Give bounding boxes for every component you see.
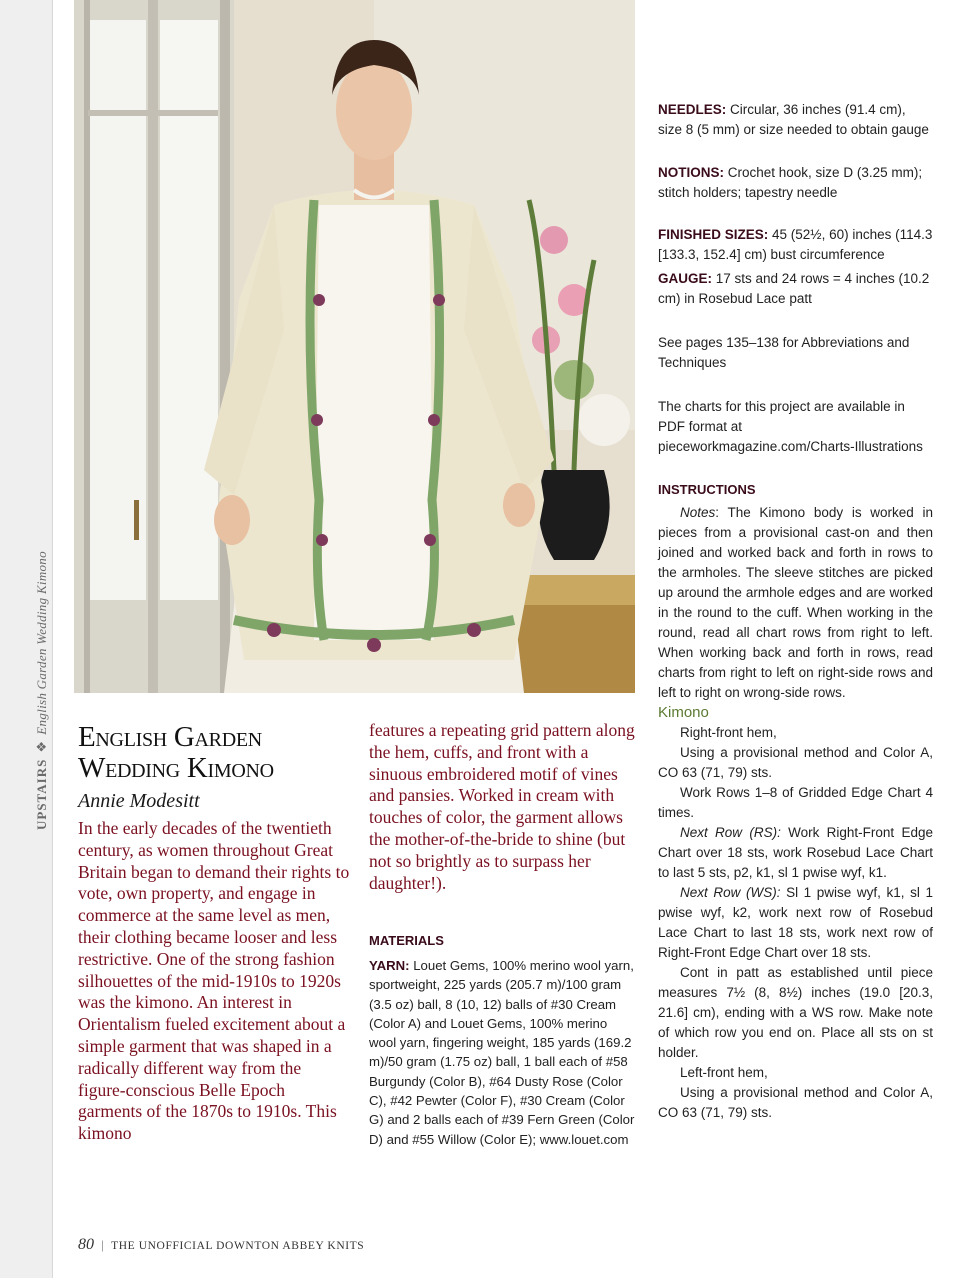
needles-label: NEEDLES:: [658, 102, 727, 117]
instr-p4-text: Work Right-Front Edge Chart over 18 sts, work Rosebud Lace Chart to last 5 sts, p2, k1, sl 1 pwise wyf, k1.: [658, 825, 933, 880]
instr-p4: [658, 823, 933, 883]
publication-name: THE UNOFFICIAL DOWNTON ABBEY KNITS: [111, 1240, 365, 1252]
intro-text-col1: In the early decades of the twentieth century, as women throughout Great Britain began to demand their rights to vote, own property, and engage in commerce at the same level as men, their clothing became looser and less restrictive. One of the strong fashion silhouettes of the mid-1910s to 1920s was the kimono. An interest in Orientalism fueled excitement about a simple garment that was shaped in a radically different way from the figure-conscious Belle Epoch garments of the 1870s to 1910s. This kimono: [78, 818, 350, 1144]
finished-sizes-label: FINISHED SIZES:: [658, 227, 769, 242]
ornament-icon: ❖: [34, 740, 49, 753]
gauge-spec: [658, 269, 933, 309]
instr-p3: Work Rows 1–8 of Gridded Edge Chart 4 times.: [658, 785, 933, 820]
footer-separator: |: [101, 1237, 104, 1252]
intro-text-col2: features a repeating grid pattern along the hem, cuffs, and front with a sinuous embroidered motif of vines and pansies. Worked in cream with touches of color, the garment allows the mother-of-the-bride to shine (but not so brightly as to surpass her daughter!).: [369, 720, 635, 893]
materials-yarn: [369, 956, 637, 1149]
running-head: [34, 551, 50, 830]
page-footer: [78, 1236, 364, 1254]
gauge-text: 17 sts and 24 rows = 4 inches (10.2 cm) in Rosebud Lace patt: [658, 271, 930, 306]
instr-p5: [658, 883, 933, 963]
author-name: Annie Modesitt: [78, 790, 200, 812]
instr-p7: Left-front hem,: [680, 1065, 768, 1080]
notes-text: : The Kimono body is worked in pieces from a provisional cast-on and then joined and worked back and forth in rows to the armholes. The sleeve stitches are picked up around the armhole edges and are worked in the round to the cuff. When working in the round, read all chart rows from right to left. When working back and forth in rows, read charts from right to left on right-side rows and left to right on wrong-side rows.: [658, 505, 933, 700]
title-line-1: English Garden: [78, 721, 262, 753]
yarn-label: YARN:: [369, 958, 410, 973]
instructions-heading: INSTRUCTIONS: [658, 482, 756, 497]
finished-sizes-text: 45 (52½, 60) inches (114.3 [133.3, 152.4] cm) bust circumference: [658, 227, 933, 262]
notes-label: Notes: [680, 505, 716, 520]
notions-spec: [658, 163, 933, 203]
finished-sizes-spec: [658, 225, 933, 265]
notions-label: NOTIONS:: [658, 165, 724, 180]
needles-spec: [658, 100, 933, 140]
photo-illustration: [74, 0, 635, 693]
instr-p4-label: Next Row (RS):: [680, 825, 781, 840]
section-name: UPSTAIRS: [34, 758, 49, 830]
title-line-2: Wedding Kimono: [78, 752, 274, 784]
notions-text: Crochet hook, size D (3.25 mm); stitch holders; tapestry needle: [658, 165, 923, 200]
article-title: [78, 722, 358, 784]
instr-p5-text: Sl 1 pwise wyf, k1, sl 1 pwise wyf, k2, work next row of Rosebud Lace Chart to last 18 sts, work next row of Right-Front Edge Chart over 18 sts.: [658, 885, 933, 960]
running-head-title: English Garden Wedding Kimono: [34, 551, 49, 735]
needles-text: Circular, 36 inches (91.4 cm), size 8 (5 mm) or size needed to obtain gauge: [658, 102, 929, 137]
yarn-text: Louet Gems, 100% merino wool yarn, sportweight, 225 yards (205.7 m)/100 gram (3.5 oz) ball, 8 (10, 12) balls of #30 Cream (Color A) and Louet Gems, 100% merino wool yarn, fingering weight, 185 yards (169.2 m)/50 gram (1.75 oz) ball, 1 ball each of #58 Burgundy (Color B), #64 Dusty Rose (Color C), #42 Pewter (Color F), #30 Cream (Color G) and 2 balls each of #39 Fern Green (Color D) and #55 Willow (Color E); www.louet.com: [369, 958, 635, 1147]
instructions-body: [658, 503, 933, 1123]
kimono-heading: Kimono: [658, 704, 709, 721]
gauge-label: GAUGE:: [658, 271, 712, 286]
notes-paragraph: [658, 503, 933, 703]
page-number: 80: [78, 1236, 94, 1253]
materials-heading: MATERIALS: [369, 933, 444, 948]
instr-p5-label: Next Row (WS):: [680, 885, 781, 900]
instr-p8: Using a provisional method and Color A, CO 63 (71, 79) sts.: [658, 1085, 933, 1120]
charts-note: The charts for this project are available in PDF format at pieceworkmagazine.com/Charts-Illustrations: [658, 399, 923, 454]
see-pages-note: See pages 135–138 for Abbreviations and Techniques: [658, 335, 910, 370]
model-wearing-kimono-photo: [74, 0, 635, 693]
instr-p1: Right-front hem,: [680, 725, 777, 740]
instr-p6: Cont in patt as established until piece measures 7½ (8, 8½) inches (19.0 [20.3, 21.6] cm), ending with a WS row. Make note of which row you end on. Place all sts on st holder.: [658, 965, 933, 1060]
instr-p2: Using a provisional method and Color A, CO 63 (71, 79) sts.: [658, 745, 933, 780]
